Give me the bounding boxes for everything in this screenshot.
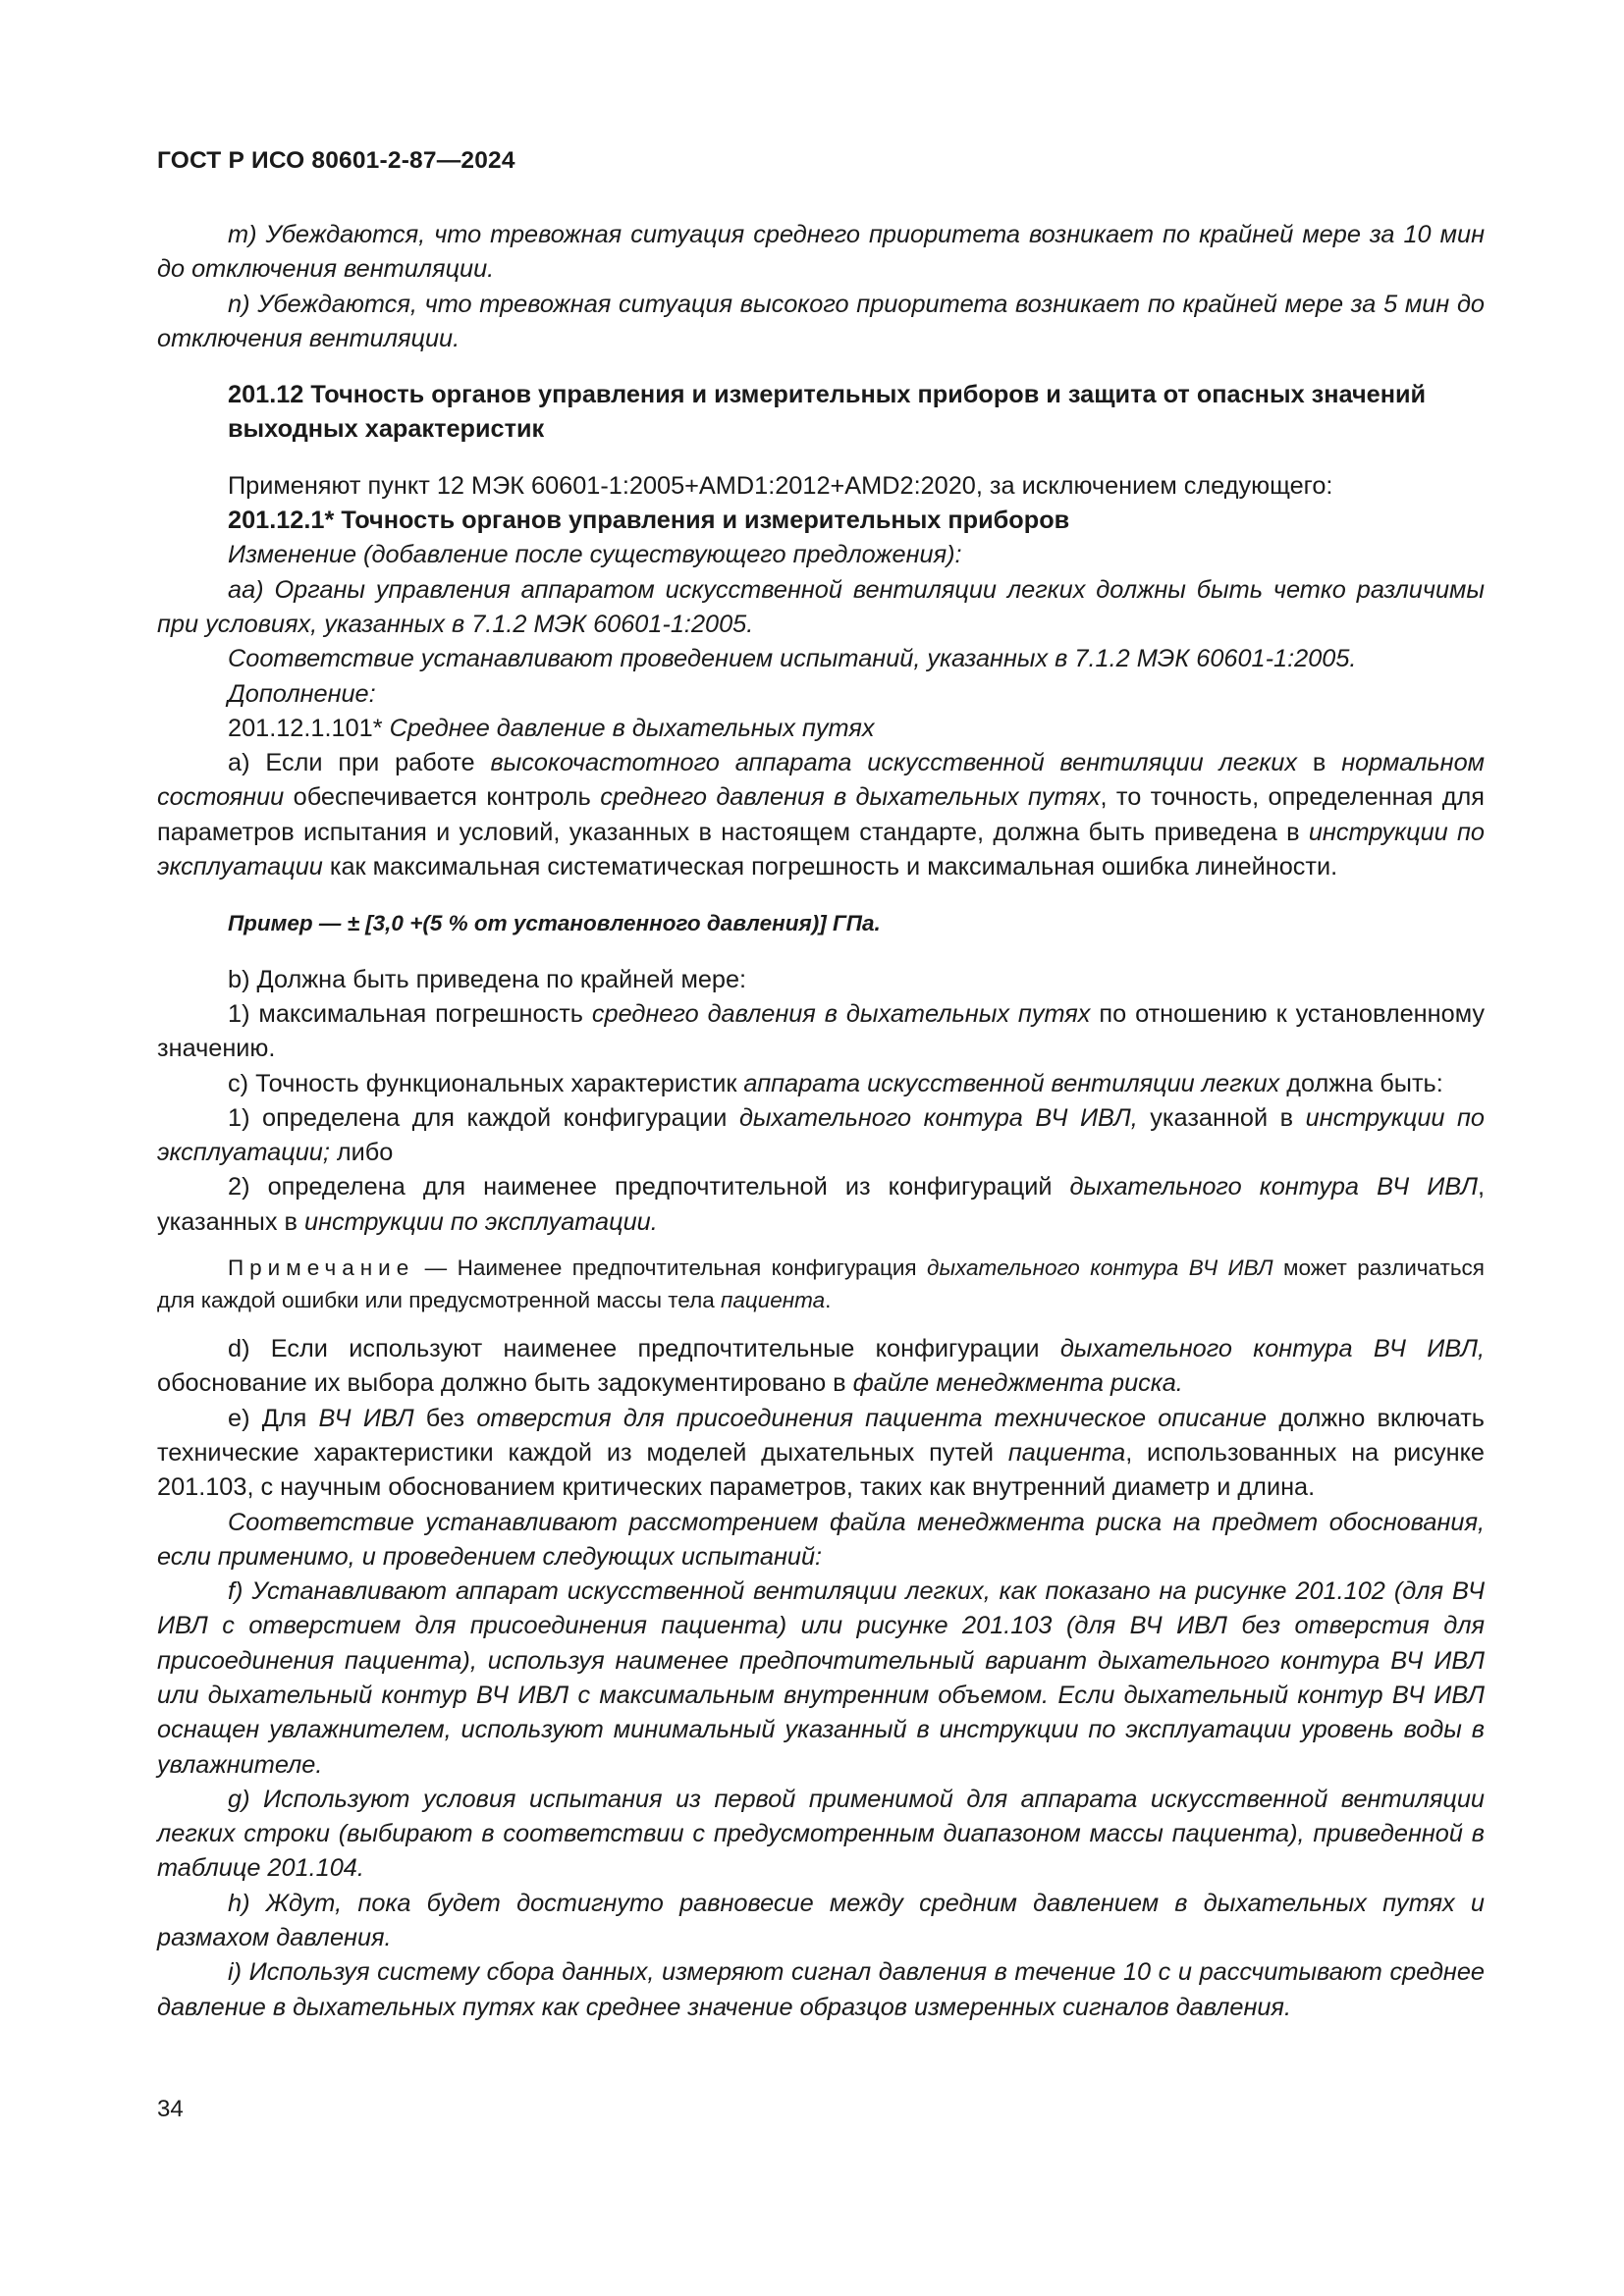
- paragraph-c2: 2) определена для наименее предпочтительной из конфигураций дыхательного контура ВЧ ИВЛ, указанных в инструкции по эксплуатации.: [157, 1173, 1485, 1236]
- test-g: g) Используют условия испытания из первой применимой для аппарата искусственной вентиляции легких строки (выбирают в соответствии с предусмотренным диапазоном массы пациента), приведенной в таблице 201.104.: [157, 1785, 1485, 1883]
- section-apply: Применяют пункт 12 МЭК 60601-1:2005+AMD1:2012+AMD2:2020, за исключением следующего:: [228, 471, 1333, 500]
- addition-label: Дополнение:: [228, 679, 376, 708]
- note-label: Примечание: [228, 1255, 415, 1281]
- paragraph-b: b) Должна быть приведена по крайней мере:: [228, 965, 747, 993]
- document-page: [157, 147, 1485, 2025]
- paragraph-c: c) Точность функциональных характеристик аппарата искусственной вентиляции легких должна быть:: [228, 1069, 1443, 1097]
- section-title: 201.12 Точность органов управления и измерительных приборов и защита от опасных значений выходных характеристик: [228, 381, 1427, 444]
- clause-heading: [157, 712, 1485, 746]
- page-number: 34: [157, 2096, 184, 2122]
- paragraph-c1: 1) определена для каждой конфигурации дыхательного контура ВЧ ИВЛ, указанной в инструкции по эксплуатации; либо: [157, 1103, 1485, 1167]
- item-n: n) Убеждаются, что тревожная ситуация высокого приоритета возникает по крайней мере за 5 мин до отключения вентиляции.: [157, 290, 1485, 352]
- compliance-2: Соответствие устанавливают рассмотрением файла менеджмента риска на предмет обоснования, если применимо, и проведением следующих испытаний:: [157, 1508, 1485, 1571]
- paragraph-a: a) Если при работе высокочастотного аппарата искусственной вентиляции легких в нормальном состоянии обеспечивается контроль среднего давления в дыхательных путях, то точность, определенная для параметров испытания и условий, указанных в настоящем стандарте, должна быть приведена в инструкции по эксплуатации как максимальная систематическая погрешность и максимальная ошибка линейности.: [157, 749, 1486, 881]
- clause-title: Среднее давление в дыхательных путях: [389, 714, 875, 742]
- test-f: f) Устанавливают аппарат искусственной вентиляции легких, как показано на рисунке 201.102 (для ВЧ ИВЛ с отверстием для присоединения пациента) или рисунке 201.103 (для ВЧ ИВЛ без отверстия для присоединения пациента), используя наименее предпочтительный вариант дыхательного контура ВЧ ИВЛ или дыхательный контур ВЧ ИВЛ с максимальным внутренним объемом. Если дыхательный контур ВЧ ИВЛ оснащен увлажнителем, используют минимальный указанный в инструкции по эксплуатации уровень воды в увлажнителе.: [157, 1577, 1485, 1779]
- paragraph-d: d) Если используют наименее предпочтительные конфигурации дыхательного контура ВЧ ИВЛ, обоснование их выбора должно быть задокументировано в файле менеджмента риска.: [157, 1335, 1485, 1398]
- item-aa: аа) Органы управления аппаратом искусственной вентиляции легких должны быть четко различимы при условиях, указанных в 7.1.2 МЭК 60601-1:2005.: [157, 575, 1485, 638]
- paragraph-b1: 1) максимальная погрешность среднего давления в дыхательных путях по отношению к установленному значению.: [157, 999, 1486, 1063]
- subsection-title: 201.12.1* Точность органов управления и измерительных приборов: [228, 507, 1070, 535]
- item-m: m) Убеждаются, что тревожная ситуация среднего приоритета возникает по крайней мере за 10 мин до отключения вентиляции.: [157, 221, 1485, 284]
- compliance-1: Соответствие устанавливают проведением испытаний, указанных в 7.1.2 МЭК 60601-1:2005.: [228, 645, 1357, 673]
- paragraph-e: e) Для ВЧ ИВЛ без отверстия для присоединения пациента техническое описание должно включать технические характеристики каждой из моделей дыхательных путей пациента, использованных на рисунке 201.103, с научным обоснованием критических параметров, таких как внутренний диаметр и длина.: [157, 1404, 1485, 1502]
- change-note: Изменение (добавление после существующего предложения):: [228, 541, 962, 569]
- document-header: ГОСТ Р ИСО 80601-2-87—2024: [157, 147, 515, 174]
- clause-number: 201.12.1.101*: [228, 714, 383, 742]
- test-h: h) Ждут, пока будет достигнуто равновесие между средним давлением в дыхательных путях и размахом давления.: [157, 1889, 1485, 1952]
- example: Пример — ± [3,0 +(5 % от установленного давления)] ГПа.: [228, 911, 881, 936]
- note: Примечание — Наименее предпочтительная конфигурация дыхательного контура ВЧ ИВЛ может различаться для каждой ошибки или предусмотренной массы тела пациента.: [157, 1255, 1485, 1313]
- test-i: i) Используя систему сбора данных, измеряют сигнал давления в течение 10 с и рассчитывают среднее давление в дыхательных путях как среднее значение образцов измеренных сигналов давления.: [157, 1958, 1485, 2021]
